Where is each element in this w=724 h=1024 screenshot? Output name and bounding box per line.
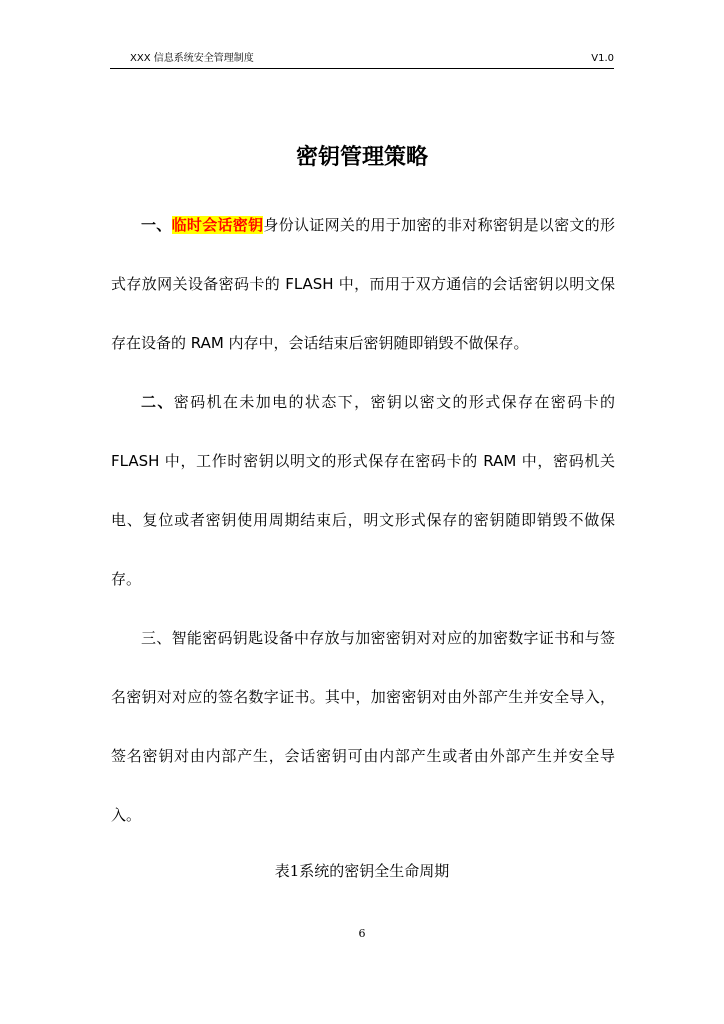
- paragraph-3: [111, 609, 615, 845]
- header-title: XXX 信息系统安全管理制度: [130, 53, 254, 64]
- paragraph-3-marker: 三、: [141, 629, 172, 647]
- document-body: [111, 196, 615, 845]
- highlighted-term: 临时会话密钥: [171, 216, 264, 234]
- page-number: 6: [358, 927, 366, 940]
- caption-prefix: 表: [274, 862, 290, 880]
- paragraph-3-text: 智能密码钥匙设备中存放与加密密钥对对应的加密数字证书和与签名密钥对对应的签名数字证书。其中，加密密钥对由外部产生并安全导入，签名密钥对由内部产生，会话密钥可由内部产生或者由外部产生并安全导入。: [111, 629, 615, 824]
- header-version: V1.0: [591, 53, 614, 64]
- page-title: 密钥管理策略: [295, 145, 428, 170]
- caption-text: 系统的密钥全生命周期: [299, 862, 450, 880]
- caption-number: 1: [289, 862, 300, 880]
- paragraph-1-text: 身份认证网关的用于加密的非对称密钥是以密文的形式存放网关设备密码卡的 FLASH 中，而用于双方通信的会话密钥以明文保存在设备的 RAM 内存中，会话结束后密钥随即销毁不做保存。: [111, 216, 615, 352]
- paragraph-1: [111, 196, 615, 373]
- paragraph-2-text: 密码机在未加电的状态下，密钥以密文的形式保存在密码卡的 FLASH 中，工作时密钥以明文的形式保存在密码卡的 RAM 中，密码机关电、复位或者密钥使用周期结束后，明文形式保存的密钥随即销毁不做保存。: [111, 393, 615, 588]
- page-header: [110, 52, 614, 69]
- table-caption: [0, 860, 724, 882]
- paragraph-1-marker: 一、: [141, 216, 172, 234]
- paragraph-2: [111, 373, 615, 609]
- paragraph-2-marker: 二、: [141, 393, 174, 411]
